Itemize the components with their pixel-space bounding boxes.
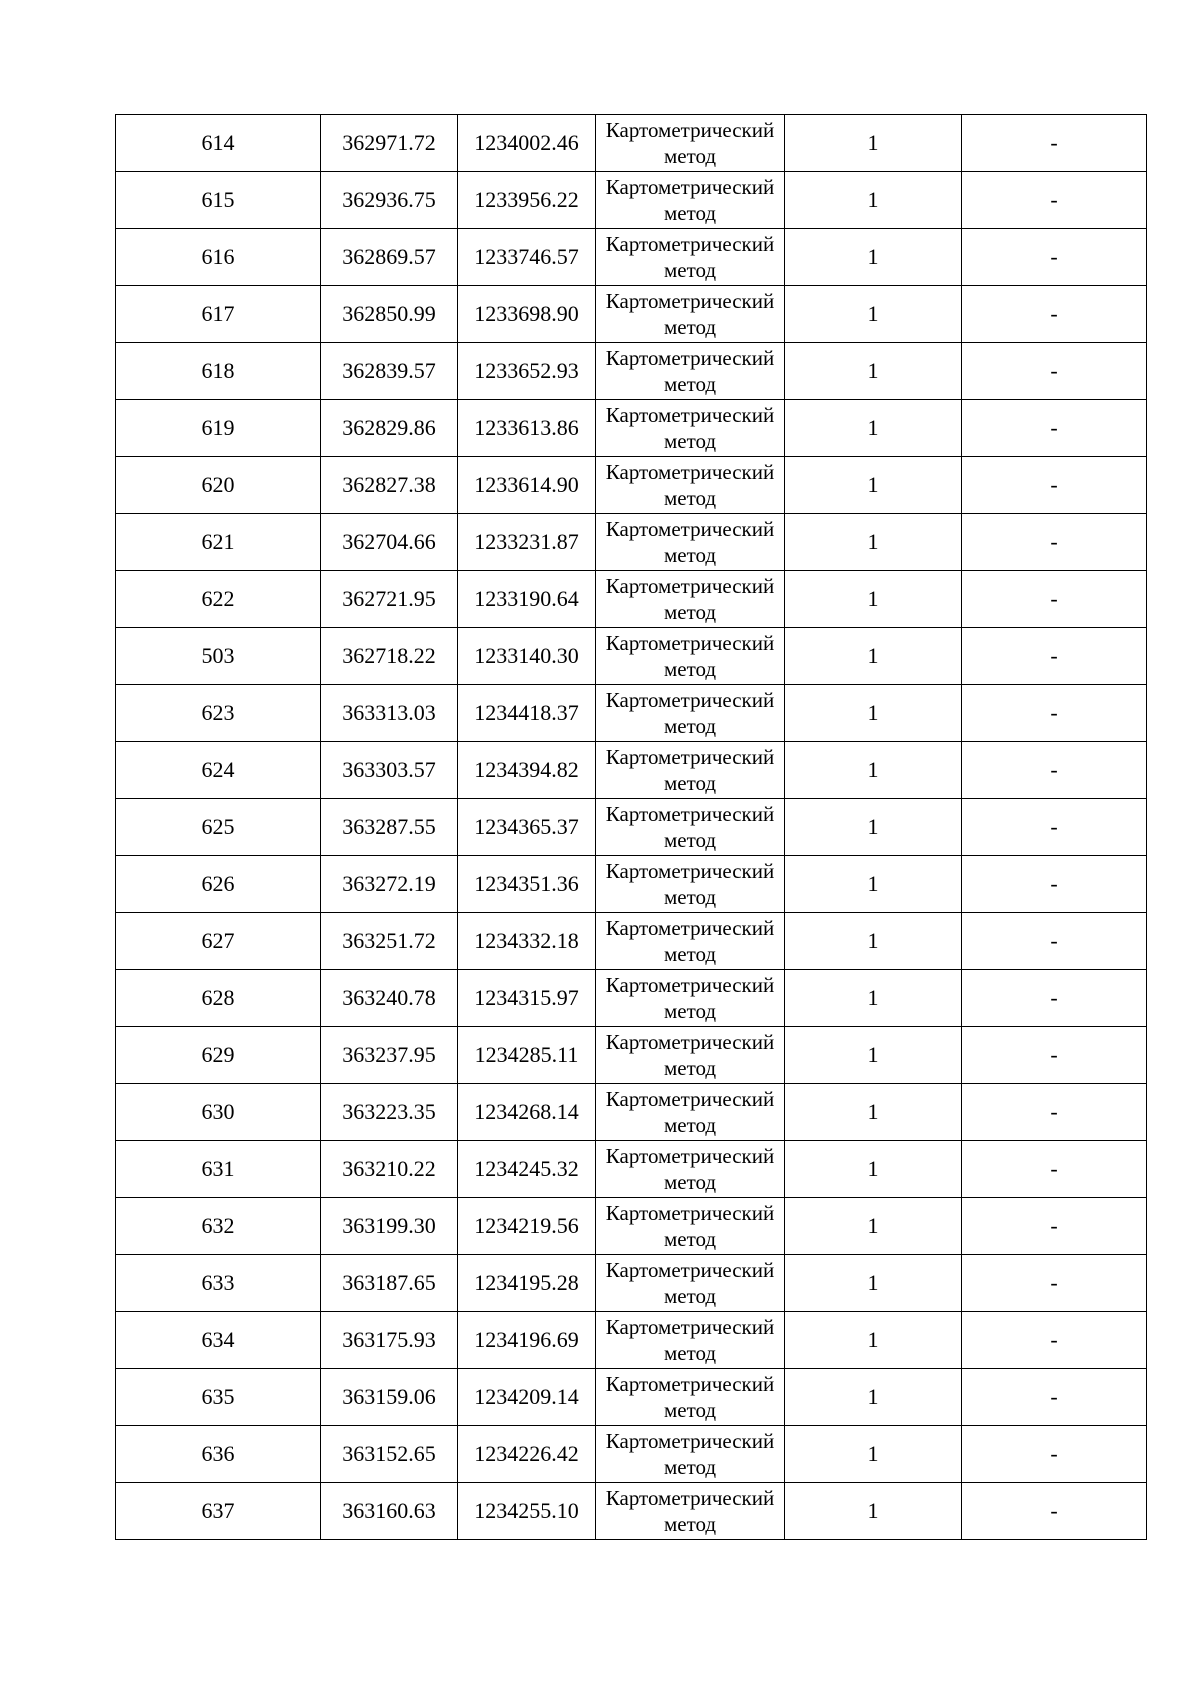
coordinate-x-cell: 362827.38 — [321, 457, 458, 514]
description-cell: - — [962, 742, 1147, 799]
point-number-cell: 624 — [116, 742, 321, 799]
precision-cell: 1 — [785, 286, 962, 343]
precision-cell: 1 — [785, 343, 962, 400]
method-cell: Картометрический метод — [596, 1312, 785, 1369]
coordinate-x-cell: 363251.72 — [321, 913, 458, 970]
point-number-cell: 618 — [116, 343, 321, 400]
point-number-cell: 621 — [116, 514, 321, 571]
precision-cell: 1 — [785, 1483, 962, 1540]
point-number-cell: 636 — [116, 1426, 321, 1483]
point-number-cell: 622 — [116, 571, 321, 628]
point-number-cell: 625 — [116, 799, 321, 856]
coordinate-y-cell: 1233746.57 — [458, 229, 596, 286]
method-cell: Картометрический метод — [596, 856, 785, 913]
coordinate-y-cell: 1234219.56 — [458, 1198, 596, 1255]
description-cell: - — [962, 1198, 1147, 1255]
coordinate-x-cell: 362704.66 — [321, 514, 458, 571]
table-row — [116, 628, 1147, 685]
method-cell: Картометрический метод — [596, 1198, 785, 1255]
coordinate-x-cell: 362850.99 — [321, 286, 458, 343]
method-cell: Картометрический метод — [596, 286, 785, 343]
table-row — [116, 229, 1147, 286]
method-cell: Картометрический метод — [596, 400, 785, 457]
description-cell: - — [962, 685, 1147, 742]
coordinate-y-cell: 1234418.37 — [458, 685, 596, 742]
table-row — [116, 1483, 1147, 1540]
coordinate-y-cell: 1234365.37 — [458, 799, 596, 856]
point-number-cell: 614 — [116, 115, 321, 172]
method-cell: Картометрический метод — [596, 343, 785, 400]
point-number-cell: 631 — [116, 1141, 321, 1198]
precision-cell: 1 — [785, 856, 962, 913]
coordinate-y-cell: 1234209.14 — [458, 1369, 596, 1426]
precision-cell: 1 — [785, 1084, 962, 1141]
method-cell: Картометрический метод — [596, 571, 785, 628]
table-row — [116, 1426, 1147, 1483]
description-cell: - — [962, 1312, 1147, 1369]
table-row — [116, 1369, 1147, 1426]
coordinate-x-cell: 363313.03 — [321, 685, 458, 742]
table-row — [116, 115, 1147, 172]
precision-cell: 1 — [785, 1255, 962, 1312]
point-number-cell: 630 — [116, 1084, 321, 1141]
method-cell: Картометрический метод — [596, 970, 785, 1027]
description-cell: - — [962, 1027, 1147, 1084]
precision-cell: 1 — [785, 1198, 962, 1255]
description-cell: - — [962, 970, 1147, 1027]
precision-cell: 1 — [785, 1141, 962, 1198]
description-cell: - — [962, 229, 1147, 286]
coordinate-y-cell: 1233190.64 — [458, 571, 596, 628]
coordinate-x-cell: 363240.78 — [321, 970, 458, 1027]
table-row — [116, 742, 1147, 799]
method-cell: Картометрический метод — [596, 1369, 785, 1426]
description-cell: - — [962, 1084, 1147, 1141]
precision-cell: 1 — [785, 1369, 962, 1426]
table-row — [116, 400, 1147, 457]
coordinate-y-cell: 1234285.11 — [458, 1027, 596, 1084]
coordinate-y-cell: 1233231.87 — [458, 514, 596, 571]
precision-cell: 1 — [785, 514, 962, 571]
point-number-cell: 633 — [116, 1255, 321, 1312]
precision-cell: 1 — [785, 115, 962, 172]
point-number-cell: 627 — [116, 913, 321, 970]
coordinate-x-cell: 363303.57 — [321, 742, 458, 799]
coordinate-y-cell: 1234332.18 — [458, 913, 596, 970]
precision-cell: 1 — [785, 457, 962, 514]
description-cell: - — [962, 1483, 1147, 1540]
table-row — [116, 172, 1147, 229]
coordinate-y-cell: 1234351.36 — [458, 856, 596, 913]
point-number-cell: 619 — [116, 400, 321, 457]
coordinate-x-cell: 362718.22 — [321, 628, 458, 685]
precision-cell: 1 — [785, 970, 962, 1027]
coordinate-y-cell: 1234002.46 — [458, 115, 596, 172]
coordinate-y-cell: 1234268.14 — [458, 1084, 596, 1141]
point-number-cell: 628 — [116, 970, 321, 1027]
table-row — [116, 514, 1147, 571]
table-row — [116, 799, 1147, 856]
table-row — [116, 1027, 1147, 1084]
description-cell: - — [962, 514, 1147, 571]
description-cell: - — [962, 457, 1147, 514]
table-row — [116, 1198, 1147, 1255]
description-cell: - — [962, 1426, 1147, 1483]
table-row — [116, 685, 1147, 742]
coordinate-y-cell: 1233140.30 — [458, 628, 596, 685]
coordinate-y-cell: 1234255.10 — [458, 1483, 596, 1540]
coordinates-table — [115, 114, 1147, 1540]
coordinate-x-cell: 363272.19 — [321, 856, 458, 913]
coordinates-table-body — [116, 115, 1147, 1540]
description-cell: - — [962, 115, 1147, 172]
method-cell: Картометрический метод — [596, 1255, 785, 1312]
method-cell: Картометрический метод — [596, 457, 785, 514]
coordinate-y-cell: 1233613.86 — [458, 400, 596, 457]
coordinate-y-cell: 1233652.93 — [458, 343, 596, 400]
coordinate-y-cell: 1233698.90 — [458, 286, 596, 343]
point-number-cell: 615 — [116, 172, 321, 229]
method-cell: Картометрический метод — [596, 115, 785, 172]
table-row — [116, 1141, 1147, 1198]
method-cell: Картометрический метод — [596, 172, 785, 229]
coordinate-x-cell: 362869.57 — [321, 229, 458, 286]
table-row — [116, 1312, 1147, 1369]
table-row — [116, 343, 1147, 400]
coordinate-x-cell: 363237.95 — [321, 1027, 458, 1084]
precision-cell: 1 — [785, 628, 962, 685]
method-cell: Картометрический метод — [596, 799, 785, 856]
coordinate-x-cell: 362971.72 — [321, 115, 458, 172]
coordinate-y-cell: 1233956.22 — [458, 172, 596, 229]
description-cell: - — [962, 913, 1147, 970]
description-cell: - — [962, 1255, 1147, 1312]
coordinate-x-cell: 362721.95 — [321, 571, 458, 628]
coordinate-x-cell: 363159.06 — [321, 1369, 458, 1426]
description-cell: - — [962, 286, 1147, 343]
coordinate-y-cell: 1234394.82 — [458, 742, 596, 799]
coordinate-x-cell: 362936.75 — [321, 172, 458, 229]
precision-cell: 1 — [785, 742, 962, 799]
description-cell: - — [962, 628, 1147, 685]
method-cell: Картометрический метод — [596, 913, 785, 970]
coordinate-x-cell: 362839.57 — [321, 343, 458, 400]
description-cell: - — [962, 799, 1147, 856]
precision-cell: 1 — [785, 1312, 962, 1369]
method-cell: Картометрический метод — [596, 1141, 785, 1198]
description-cell: - — [962, 856, 1147, 913]
precision-cell: 1 — [785, 913, 962, 970]
point-number-cell: 635 — [116, 1369, 321, 1426]
table-row — [116, 1255, 1147, 1312]
point-number-cell: 503 — [116, 628, 321, 685]
method-cell: Картометрический метод — [596, 514, 785, 571]
coordinate-y-cell: 1234245.32 — [458, 1141, 596, 1198]
precision-cell: 1 — [785, 571, 962, 628]
table-row — [116, 970, 1147, 1027]
description-cell: - — [962, 400, 1147, 457]
point-number-cell: 634 — [116, 1312, 321, 1369]
method-cell: Картометрический метод — [596, 685, 785, 742]
coordinate-x-cell: 363199.30 — [321, 1198, 458, 1255]
table-row — [116, 457, 1147, 514]
method-cell: Картометрический метод — [596, 1483, 785, 1540]
point-number-cell: 616 — [116, 229, 321, 286]
method-cell: Картометрический метод — [596, 229, 785, 286]
table-row — [116, 571, 1147, 628]
coordinate-x-cell: 363175.93 — [321, 1312, 458, 1369]
point-number-cell: 620 — [116, 457, 321, 514]
point-number-cell: 629 — [116, 1027, 321, 1084]
point-number-cell: 632 — [116, 1198, 321, 1255]
coordinate-x-cell: 363223.35 — [321, 1084, 458, 1141]
coordinate-y-cell: 1234195.28 — [458, 1255, 596, 1312]
coordinate-x-cell: 362829.86 — [321, 400, 458, 457]
coordinate-y-cell: 1233614.90 — [458, 457, 596, 514]
description-cell: - — [962, 172, 1147, 229]
precision-cell: 1 — [785, 799, 962, 856]
table-row — [116, 286, 1147, 343]
description-cell: - — [962, 571, 1147, 628]
method-cell: Картометрический метод — [596, 742, 785, 799]
table-row — [116, 913, 1147, 970]
coordinate-y-cell: 1234315.97 — [458, 970, 596, 1027]
coordinate-y-cell: 1234226.42 — [458, 1426, 596, 1483]
coordinate-y-cell: 1234196.69 — [458, 1312, 596, 1369]
table-row — [116, 1084, 1147, 1141]
point-number-cell: 617 — [116, 286, 321, 343]
coordinate-x-cell: 363152.65 — [321, 1426, 458, 1483]
method-cell: Картометрический метод — [596, 1426, 785, 1483]
precision-cell: 1 — [785, 685, 962, 742]
method-cell: Картометрический метод — [596, 628, 785, 685]
coordinate-x-cell: 363187.65 — [321, 1255, 458, 1312]
description-cell: - — [962, 1141, 1147, 1198]
precision-cell: 1 — [785, 229, 962, 286]
coordinate-x-cell: 363160.63 — [321, 1483, 458, 1540]
coordinate-x-cell: 363287.55 — [321, 799, 458, 856]
description-cell: - — [962, 343, 1147, 400]
table-row — [116, 856, 1147, 913]
precision-cell: 1 — [785, 1426, 962, 1483]
coordinate-x-cell: 363210.22 — [321, 1141, 458, 1198]
point-number-cell: 626 — [116, 856, 321, 913]
method-cell: Картометрический метод — [596, 1027, 785, 1084]
precision-cell: 1 — [785, 400, 962, 457]
point-number-cell: 637 — [116, 1483, 321, 1540]
description-cell: - — [962, 1369, 1147, 1426]
precision-cell: 1 — [785, 172, 962, 229]
precision-cell: 1 — [785, 1027, 962, 1084]
point-number-cell: 623 — [116, 685, 321, 742]
method-cell: Картометрический метод — [596, 1084, 785, 1141]
